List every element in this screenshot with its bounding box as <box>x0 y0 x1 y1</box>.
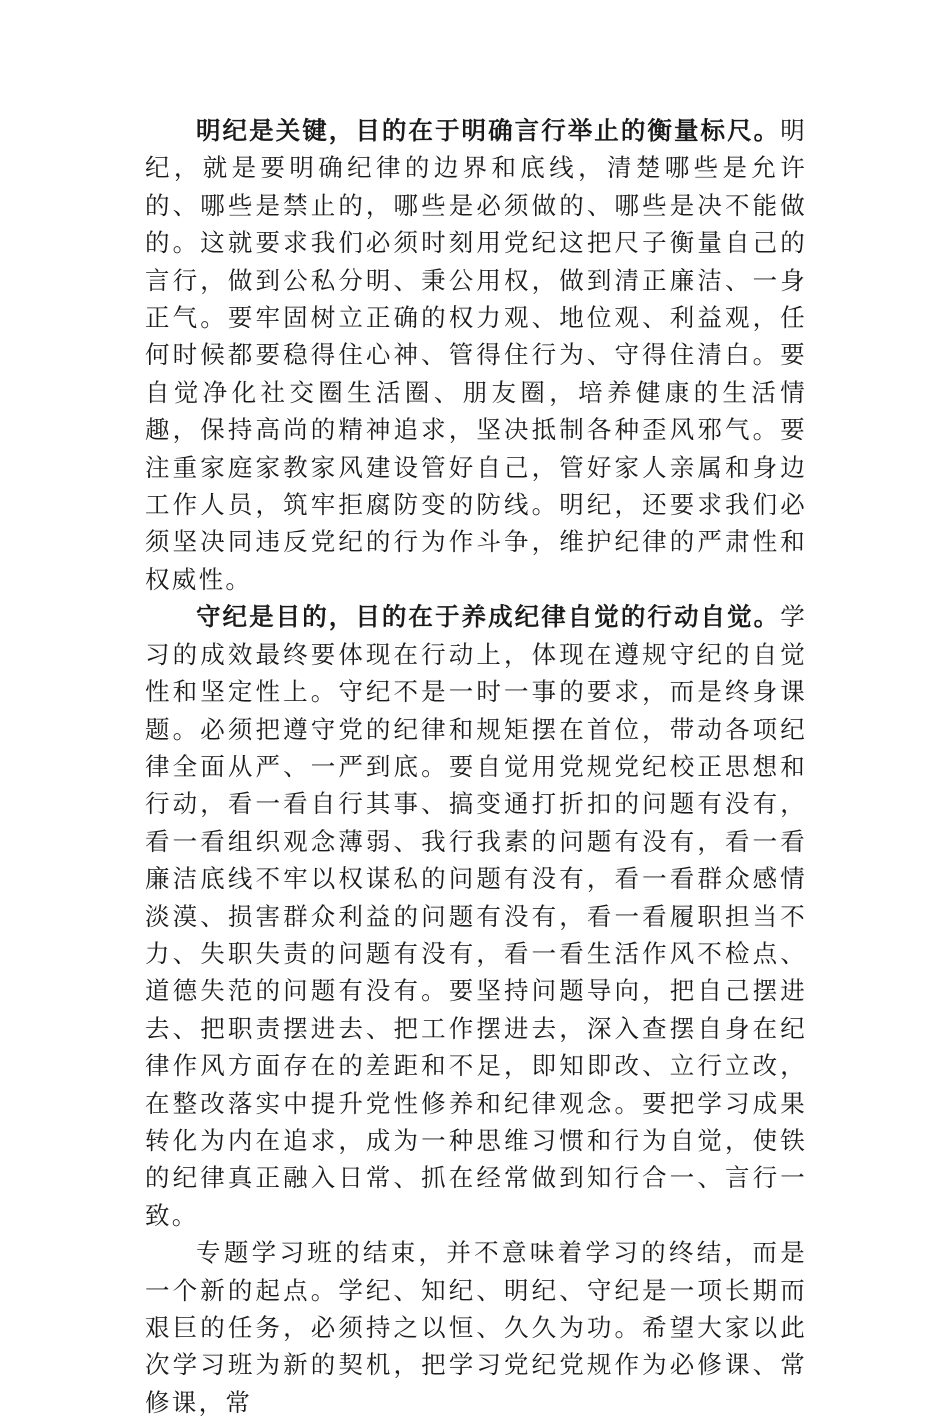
paragraph-lead: 守纪是目的，目的在于养成纪律自觉的行动自觉。 <box>196 602 781 632</box>
document-page <box>145 112 807 1421</box>
paragraph-body: 专题学习班的结束，并不意味着学习的终结，而是一个新的起点。学纪、知纪、明纪、守纪是一项长期而艰巨的任务，必须持之以恒、久久为功。希望大家以此次学习班为新的契机，把学习党纪党规作为必修课、常修课，常 <box>145 1238 807 1417</box>
paragraph-body: 明纪，就是要明确纪律的边界和底线，清楚哪些是允许的、哪些是禁止的，哪些是必须做的、哪些是决不能做的。这就要求我们必须时刻用党纪这把尺子衡量自己的言行，做到公私分明、秉公用权，做到清正廉洁、一身正气。要牢固树立正确的权力观、地位观、利益观，任何时候都要稳得住心神、管得住行为、守得住清白。要自觉净化社交圈生活圈、朋友圈，培养健康的生活情趣，保持高尚的精神追求，坚决抵制各种歪风邪气。要注重家庭家教家风建设管好自己，管好家人亲属和身边工作人员，筑牢拒腐防变的防线。明纪，还要求我们必须坚决同违反党纪的行为作斗争，维护纪律的严肃性和权威性。 <box>145 116 807 594</box>
paragraph-lead: 明纪是关键，目的在于明确言行举止的衡量标尺。 <box>196 116 781 145</box>
paragraph-shou-ji <box>145 598 807 1234</box>
paragraph-body: 学习的成效最终要体现在行动上，体现在遵规守纪的自觉性和坚定性上。守纪不是一时一事的要求，而是终身课题。必须把遵守党的纪律和规矩摆在首位，带动各项纪律全面从严、一严到底。要自觉用党规党纪校正思想和行动，看一看自行其事、搞变通打折扣的问题有没有，看一看组织观念薄弱、我行我素的问题有没有，看一看廉洁底线不牢以权谋私的问题有没有，看一看群众感情淡漠、损害群众利益的问题有没有，看一看履职担当不力、失职失责的问题有没有，看一看生活作风不检点、道德失范的问题有没有。要坚持问题导向，把自己摆进去、把职责摆进去、把工作摆进去，深入查摆自身在纪律作风方面存在的差距和不足，即知即改、立行立改，在整改落实中提升党性修养和纪律观念。要把学习成果转化为内在追求，成为一种思维习惯和行为自觉，使铁的纪律真正融入日常、抓在经常做到知行合一、言行一致。 <box>145 602 807 1230</box>
paragraph-ming-ji <box>145 112 807 598</box>
paragraph-conclusion <box>145 1234 807 1421</box>
